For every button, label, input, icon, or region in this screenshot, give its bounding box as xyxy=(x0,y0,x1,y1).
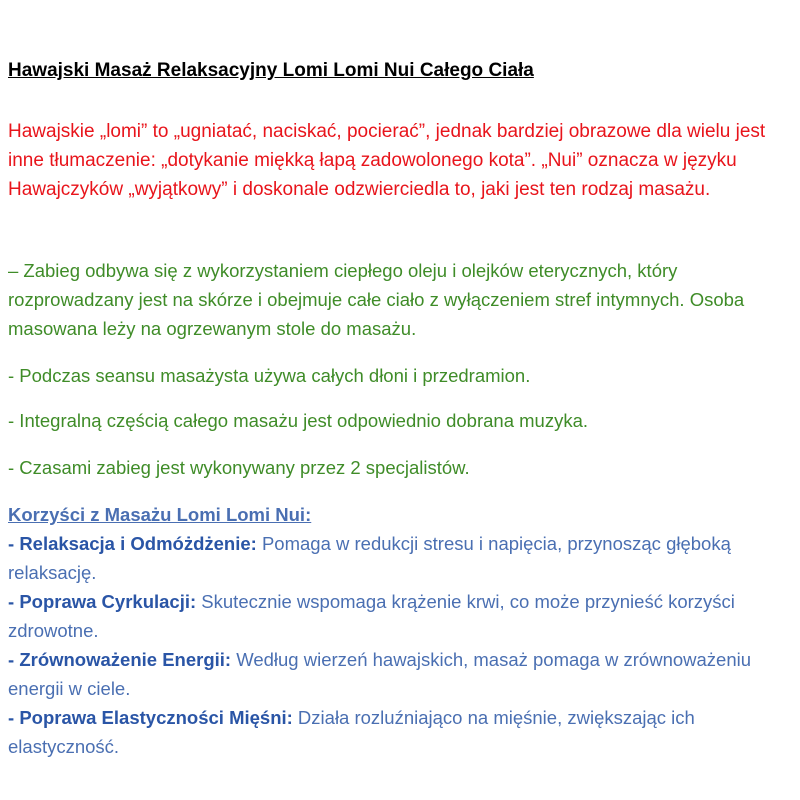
benefit-item-energy xyxy=(8,645,793,703)
benefit-item-relaxation xyxy=(8,529,793,587)
benefit-name: Zrównoważenie Energii: xyxy=(19,649,232,670)
paragraph-music: - Integralną częścią całego masażu jest odpowiednio dobrana muzyka. xyxy=(8,410,588,431)
benefit-text: Działa rozluźniająco na mięśnie, zwiększając ich elastyczność. xyxy=(8,707,695,757)
benefit-text: Pomaga w redukcji stresu i napięcia, przynosząc głęboką relaksację. xyxy=(8,533,731,583)
benefit-text: Według wierzeń hawajskich, masaż pomaga w zrównoważeniu energii w ciele. xyxy=(8,649,752,699)
document-page xyxy=(8,0,792,800)
paragraph-oil: – Zabieg odbywa się z wykorzystaniem ciepłego oleju i olejków eterycznych, który rozprowadzany jest na skórze i obejmuje całe ciało z wyłączeniem stref intymnych. Osoba masowana leży na ogrzewanym stole do masażu. xyxy=(8,260,745,339)
benefit-text: Skutecznie wspomaga krążenie krwi, co może przynieść korzyści zdrowotne. xyxy=(8,591,735,641)
paragraph-hands: - Podczas seansu masażysta używa całych dłoni i przedramion. xyxy=(8,365,531,386)
benefit-dash: - xyxy=(8,707,20,728)
benefit-item-elasticity xyxy=(8,703,793,761)
paragraph-specialists: - Czasami zabieg jest wykonywany przez 2 specjalistów. xyxy=(8,457,470,478)
benefit-dash: - xyxy=(8,533,20,554)
benefit-dash: - xyxy=(8,649,20,670)
intro-paragraph: Hawajskie „lomi” to „ugniatać, naciskać, pocierać”, jednak bardziej obrazowe dla wielu jest inne tłumaczenie: „dotykanie miękką łapą zadowolonego kota”. „Nui” oznacza w języku Hawajczyków „wyjątkowy” i doskonale odzwierciedla to, jaki jest ten rodzaj masażu. xyxy=(8,121,766,200)
benefit-name: Poprawa Cyrkulacji: xyxy=(19,591,197,612)
benefits-section xyxy=(8,500,793,761)
benefit-name: Relaksacja i Odmóżdżenie: xyxy=(19,533,257,554)
benefits-heading: Korzyści z Masażu Lomi Lomi Nui: xyxy=(8,504,312,525)
document-title: Hawajski Masaż Relaksacyjny Lomi Lomi Nui Całego Ciała xyxy=(8,60,534,81)
benefit-item-circulation xyxy=(8,587,793,645)
benefit-dash: - xyxy=(8,591,20,612)
benefit-name: Poprawa Elastyczności Mięśni: xyxy=(19,707,293,728)
